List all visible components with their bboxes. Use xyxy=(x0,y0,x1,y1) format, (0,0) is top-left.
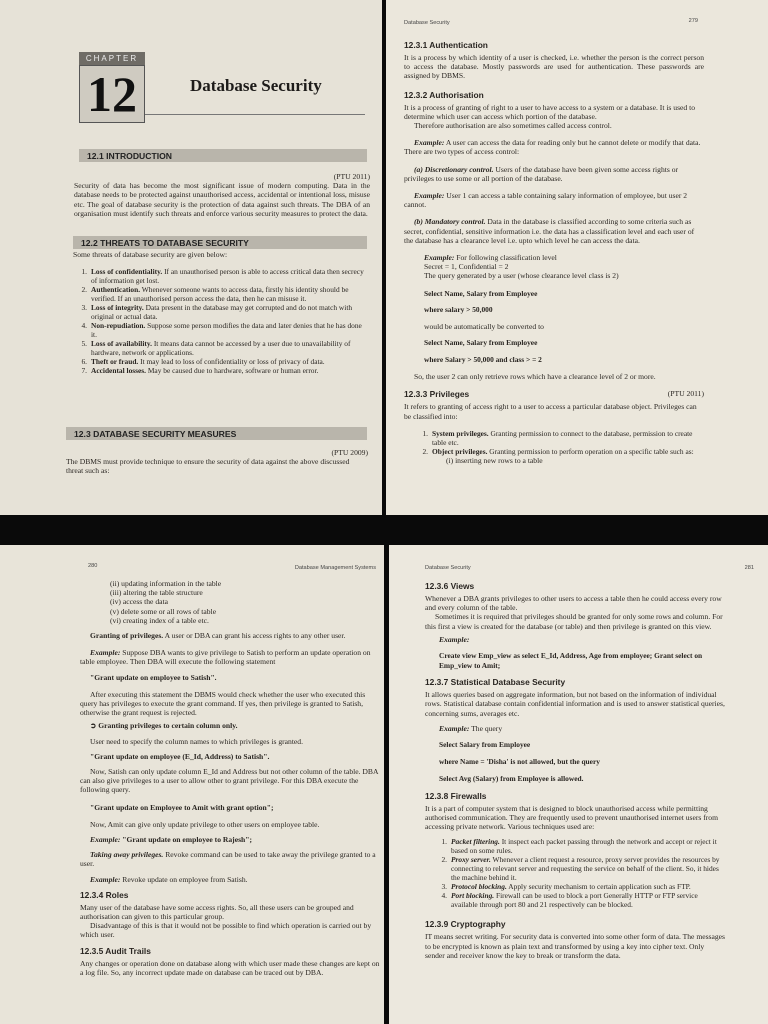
audit-trails-paragraph: Any changes or operation done on database along with which user made these changes are kept on a log file. So, any incorrect update made on database can be traced out by DBA. xyxy=(80,958,380,977)
example-mandatory: Example: For following classification level Secret = 1, Confidential = 2 The query generated by a user (whose clearance level class is 2) Select Name, Salary from Employee where salary > 50,000 would be automatically be converted to Select Name, Salary from Employee where Salary > 50,000 and class > = 2 xyxy=(424,253,704,364)
section-12-3-heading: 12.3 DATABASE SECURITY MEASURES xyxy=(74,428,237,439)
grant-example-2: Example: "Grant update on employee to Rajesh"; xyxy=(90,835,252,845)
privilege-subitems xyxy=(80,579,382,625)
views-example: Example: Create view Emp_view as select E_Id, Address, Age from employee; Grant select on Emp_view to Amit; xyxy=(439,635,725,670)
chapter-title: Database Security xyxy=(190,76,322,95)
column-privilege-text: User need to specify the column names to which privileges is granted. xyxy=(90,736,303,746)
section-12-2-heading: 12.2 THREATS TO DATABASE SECURITY xyxy=(81,237,249,248)
list-item: 2. Object privileges. Granting permission to perform operation on a specific table such as: xyxy=(422,446,694,456)
roles-paragraph-2: Disadvantage of this is that it would not be possible to find which operation is carried out by which user. xyxy=(80,921,372,940)
section-12-1-body xyxy=(74,172,370,218)
list-item: 6. Theft or fraud. It may lead to loss of confidentiality or loss of privacy of data. xyxy=(81,357,325,367)
authorisation-paragraph-2: Therefore authorisation are also sometimes called access control. xyxy=(414,121,612,131)
section-12-3-paragraph: The DBMS must provide technique to ensure the security of data against the above discussed threat such as: xyxy=(66,457,350,476)
section-12-1-source: (PTU 2011) xyxy=(333,172,370,181)
section-12-1-heading: 12.1 INTRODUCTION xyxy=(87,150,172,161)
list-item: (vi) creating index of a table etc. xyxy=(110,615,209,625)
section-12-3-bar xyxy=(66,427,367,440)
example-discretionary: Example: User 1 can access a table containing salary information of employee, but user 2 cannot. xyxy=(404,191,688,210)
section-12-2-bar xyxy=(73,236,367,249)
list-item: 2. Authentication. Whenever someone wants to access data, firstly his identity should be verified. If an unauthorised person access the data, then he can misuse it. xyxy=(81,285,349,304)
granting-privileges: Granting of privileges. A user or DBA can grant his access rights to any other user. xyxy=(90,631,346,641)
list-item: (ii) updating information in the table xyxy=(110,579,222,588)
column-privilege-text-2: Now, Satish can only update column E_Id and Address but not other column of the table. DBA can also give privileges to a user to allow other to grant privilege. For this DBA execute the following query. xyxy=(80,767,379,795)
discretionary-control: (a) Discretionary control. Users of the database have been given some access rights or privileges to use some or all portion of the database. xyxy=(404,164,679,183)
section-12-3-source: (PTU 2009) xyxy=(331,448,368,457)
heading-12-3-4: 12.3.4 Roles xyxy=(80,889,129,900)
list-item: 2. Proxy server. Whenever a client request a resource, proxy server provides the resources by connecting to relevant server and requesting the service on behalf of the client. So, it hides the machine behind it. xyxy=(441,855,720,883)
list-item: 4. Non-repudiation. Suppose some person modifies the data and later denies that he has done it. xyxy=(81,321,362,340)
list-item: (iii) altering the table structure xyxy=(110,588,203,598)
privileges-source: (PTU 2011) xyxy=(667,389,704,399)
heading-12-3-3: 12.3.3 Privileges xyxy=(404,389,470,400)
mandatory-control: (b) Mandatory control. Data in the database is classified according to some criteria such as secret, confidential, sensitive information i.e. the data has a classification level and each user of the database has a clearance level i.e. upto which level he can access the data. xyxy=(404,217,695,245)
page-280-body xyxy=(80,579,382,977)
heading-12-3-2: 12.3.2 Authorisation xyxy=(404,89,484,100)
page-279 xyxy=(386,0,768,515)
firewall-techniques-list xyxy=(425,837,725,909)
roles-paragraph: Many user of the database have some access rights. So, all these users can be grouped and authorisation can given to this particular group. xyxy=(80,902,354,922)
cryptography-paragraph: IT means secret writing. For security data is converted into some other form of data. The messages to be encrypted is known as plain text and transformed by using a key into cipher text. Only sender and receiver know the key to break or transform the data. xyxy=(425,932,726,960)
list-item: 4. Port blocking. Firewall can be used to block a port Generally HTTP or FTP service available through port 80 and 21 respectively can be blocked. xyxy=(441,891,698,910)
page-number: 280 xyxy=(88,563,98,569)
list-item: (iv) access the data xyxy=(110,597,168,607)
privileges-paragraph: It refers to granting of access right to a user to access a particular database object. Privileges can be classified into: xyxy=(404,402,697,421)
page-281-body xyxy=(425,581,725,960)
page-281 xyxy=(389,545,768,1024)
privilege-subitem: (i) inserting new rows to a table xyxy=(446,455,543,465)
heading-row-12-3-3 xyxy=(404,389,704,399)
mandatory-conclusion: So, the user 2 can only retrieve rows which have a clearance level of 2 or more. xyxy=(414,372,656,382)
heading-12-3-1: 12.3.1 Authentication xyxy=(404,40,488,50)
heading-12-3-5: 12.3.5 Audit Trails xyxy=(80,945,151,956)
running-header: Database Security xyxy=(404,20,450,26)
list-item: 7. Accidental losses. May be caused due to hardware, software or human error. xyxy=(81,366,319,376)
page-number: 279 xyxy=(688,18,698,24)
running-header: Database Management Systems xyxy=(294,565,376,571)
list-item: 3. Protocol blocking. Apply security mechanism to certain application such as FTP. xyxy=(441,882,691,892)
page-279-body xyxy=(404,40,704,465)
section-12-1-paragraph: Security of data has become the most significant issue of modern computing. Data in the database needs to be protected against unauthorised access, accidental or intentional loss, misuse etc. The goal of database security is the protection of data against such threats. The DBA of an organisation must identify such threats and enforce various security measures to protect the data. xyxy=(74,181,370,218)
threat-list xyxy=(73,267,369,375)
statistical-paragraph: It allows queries based on aggregate information, but not based on the information of individual rows. Statistical database contain confidential information and is used to answer statistical queries, concerning sums, averages etc. xyxy=(425,690,725,718)
page-280 xyxy=(0,545,384,1024)
chapter-number: 12 xyxy=(87,66,137,122)
section-12-2-body xyxy=(73,250,369,375)
heading-12-3-9: 12.3.9 Cryptography xyxy=(425,919,506,930)
list-item: (v) delete some or all rows of table xyxy=(110,606,217,616)
chapter-number-box xyxy=(79,65,145,123)
query-block: Select Name, Salary from Employee where salary > 50,000 would be automatically be converted to Select Name, Salary from Employee where Salary > 50,000 and class > = 2 xyxy=(424,288,544,365)
chapter-label: CHAPTER xyxy=(85,54,139,63)
chapter-label-box xyxy=(79,52,145,65)
section-12-2-intro: Some threats of database security are given below: xyxy=(73,250,228,259)
list-item: 3. Loss of integrity. Data present in the database may get corrupted and do not match with original or actual data. xyxy=(81,303,353,322)
privilege-list xyxy=(404,429,704,456)
page-278 xyxy=(0,0,382,515)
grant-explanation: After executing this statement the DBMS would check whether the user who executed this query has privileges to execute the grant command. If yes, then privilege is granted to Satish, otherwise the grant request is rejected. xyxy=(80,689,366,718)
heading-12-3-8: 12.3.8 Firewalls xyxy=(425,790,487,801)
bullet-icon: ➲ xyxy=(90,721,99,731)
view-statement: Create view Emp_view as select E_Id, Address, Age from employee; Grant select on Emp_view to Amit; xyxy=(439,651,703,670)
list-item: 1. Packet filtering. It inspect each packet passing through the network and accept or reject it based on some rules. xyxy=(441,837,717,856)
page-number: 281 xyxy=(744,565,754,571)
chapter-rule xyxy=(145,114,365,115)
revoke-example: Example: Revoke update on employee from Satish. xyxy=(90,874,248,884)
grant-statement-2: "Grant update on employee (E_Id, Address) to Satish". xyxy=(90,751,270,761)
statistical-example: Example: The query Select Salary from Employee where Name = 'Disha' is not allowed, but the query Select Avg (Salary) from Employee is allowed. xyxy=(439,723,600,783)
list-item: 5. Loss of availability. It means data cannot be accessed by a user due to unavailability of hardware, network or applications. xyxy=(81,339,351,358)
firewalls-paragraph: It is a part of computer system that is designed to block unauthorised access while permitting authorised communication. They are frequently used to prevent unauthorised internet users from accessing private network. Various techniques used are: xyxy=(425,803,718,832)
heading-12-3-6: 12.3.6 Views xyxy=(425,581,475,591)
example-access-control: Example: A user can access the data for reading only but he cannot delete or modify that data. There are two types of access control: xyxy=(404,138,701,157)
views-paragraph: Whenever a DBA grants privileges to other users to access a table then he could access every row and every column of the table. xyxy=(425,594,722,613)
column-privilege-bullet: ➲ Granting privileges to certain column only. xyxy=(90,721,238,731)
list-item: 1. System privileges. Granting permission to connect to the database, permission to create table etc. xyxy=(422,428,693,447)
grant-statement-1: "Grant update on employee to Satish". xyxy=(90,672,217,682)
section-12-3-body xyxy=(66,448,368,476)
authorisation-paragraph: It is a process of granting of right to a user to have access to a system or a database. It is used to determine which user can access which portion of the database. xyxy=(404,102,696,121)
running-header: Database Security xyxy=(425,565,471,571)
grant-statement-3: "Grant update on Employee to Amit with grant option"; xyxy=(90,802,274,812)
list-item: 1. Loss of confidentiality. If an unauthorised person is able to access critical data then secrecy of information get lost. xyxy=(81,267,364,286)
section-12-1-bar xyxy=(79,149,367,162)
authentication-paragraph: It is a process by which identity of a user is checked, i.e. whether the person is the correct person to access the database. Mostly passwords are used for authentication. These passwords are assigned by DBMS. xyxy=(404,53,704,81)
views-paragraph-2: Sometimes it is required that privileges should be granted for only some rows and column. For this first a view is created for the database (or table) and then privilege is granted on this view. xyxy=(425,612,723,631)
taking-away-privileges: Taking away privileges. Revoke command can be used to take away the privilege granted to a user. xyxy=(80,850,376,869)
grant-option-text: Now, Amit can give only update privilege to other users on employee table. xyxy=(90,819,320,829)
grant-example: Example: Suppose DBA wants to give privilege to Satish to perform an update operation on table employee. Then DBA will execute the following statement xyxy=(80,648,371,667)
heading-12-3-7: 12.3.7 Statistical Database Security xyxy=(425,677,566,688)
